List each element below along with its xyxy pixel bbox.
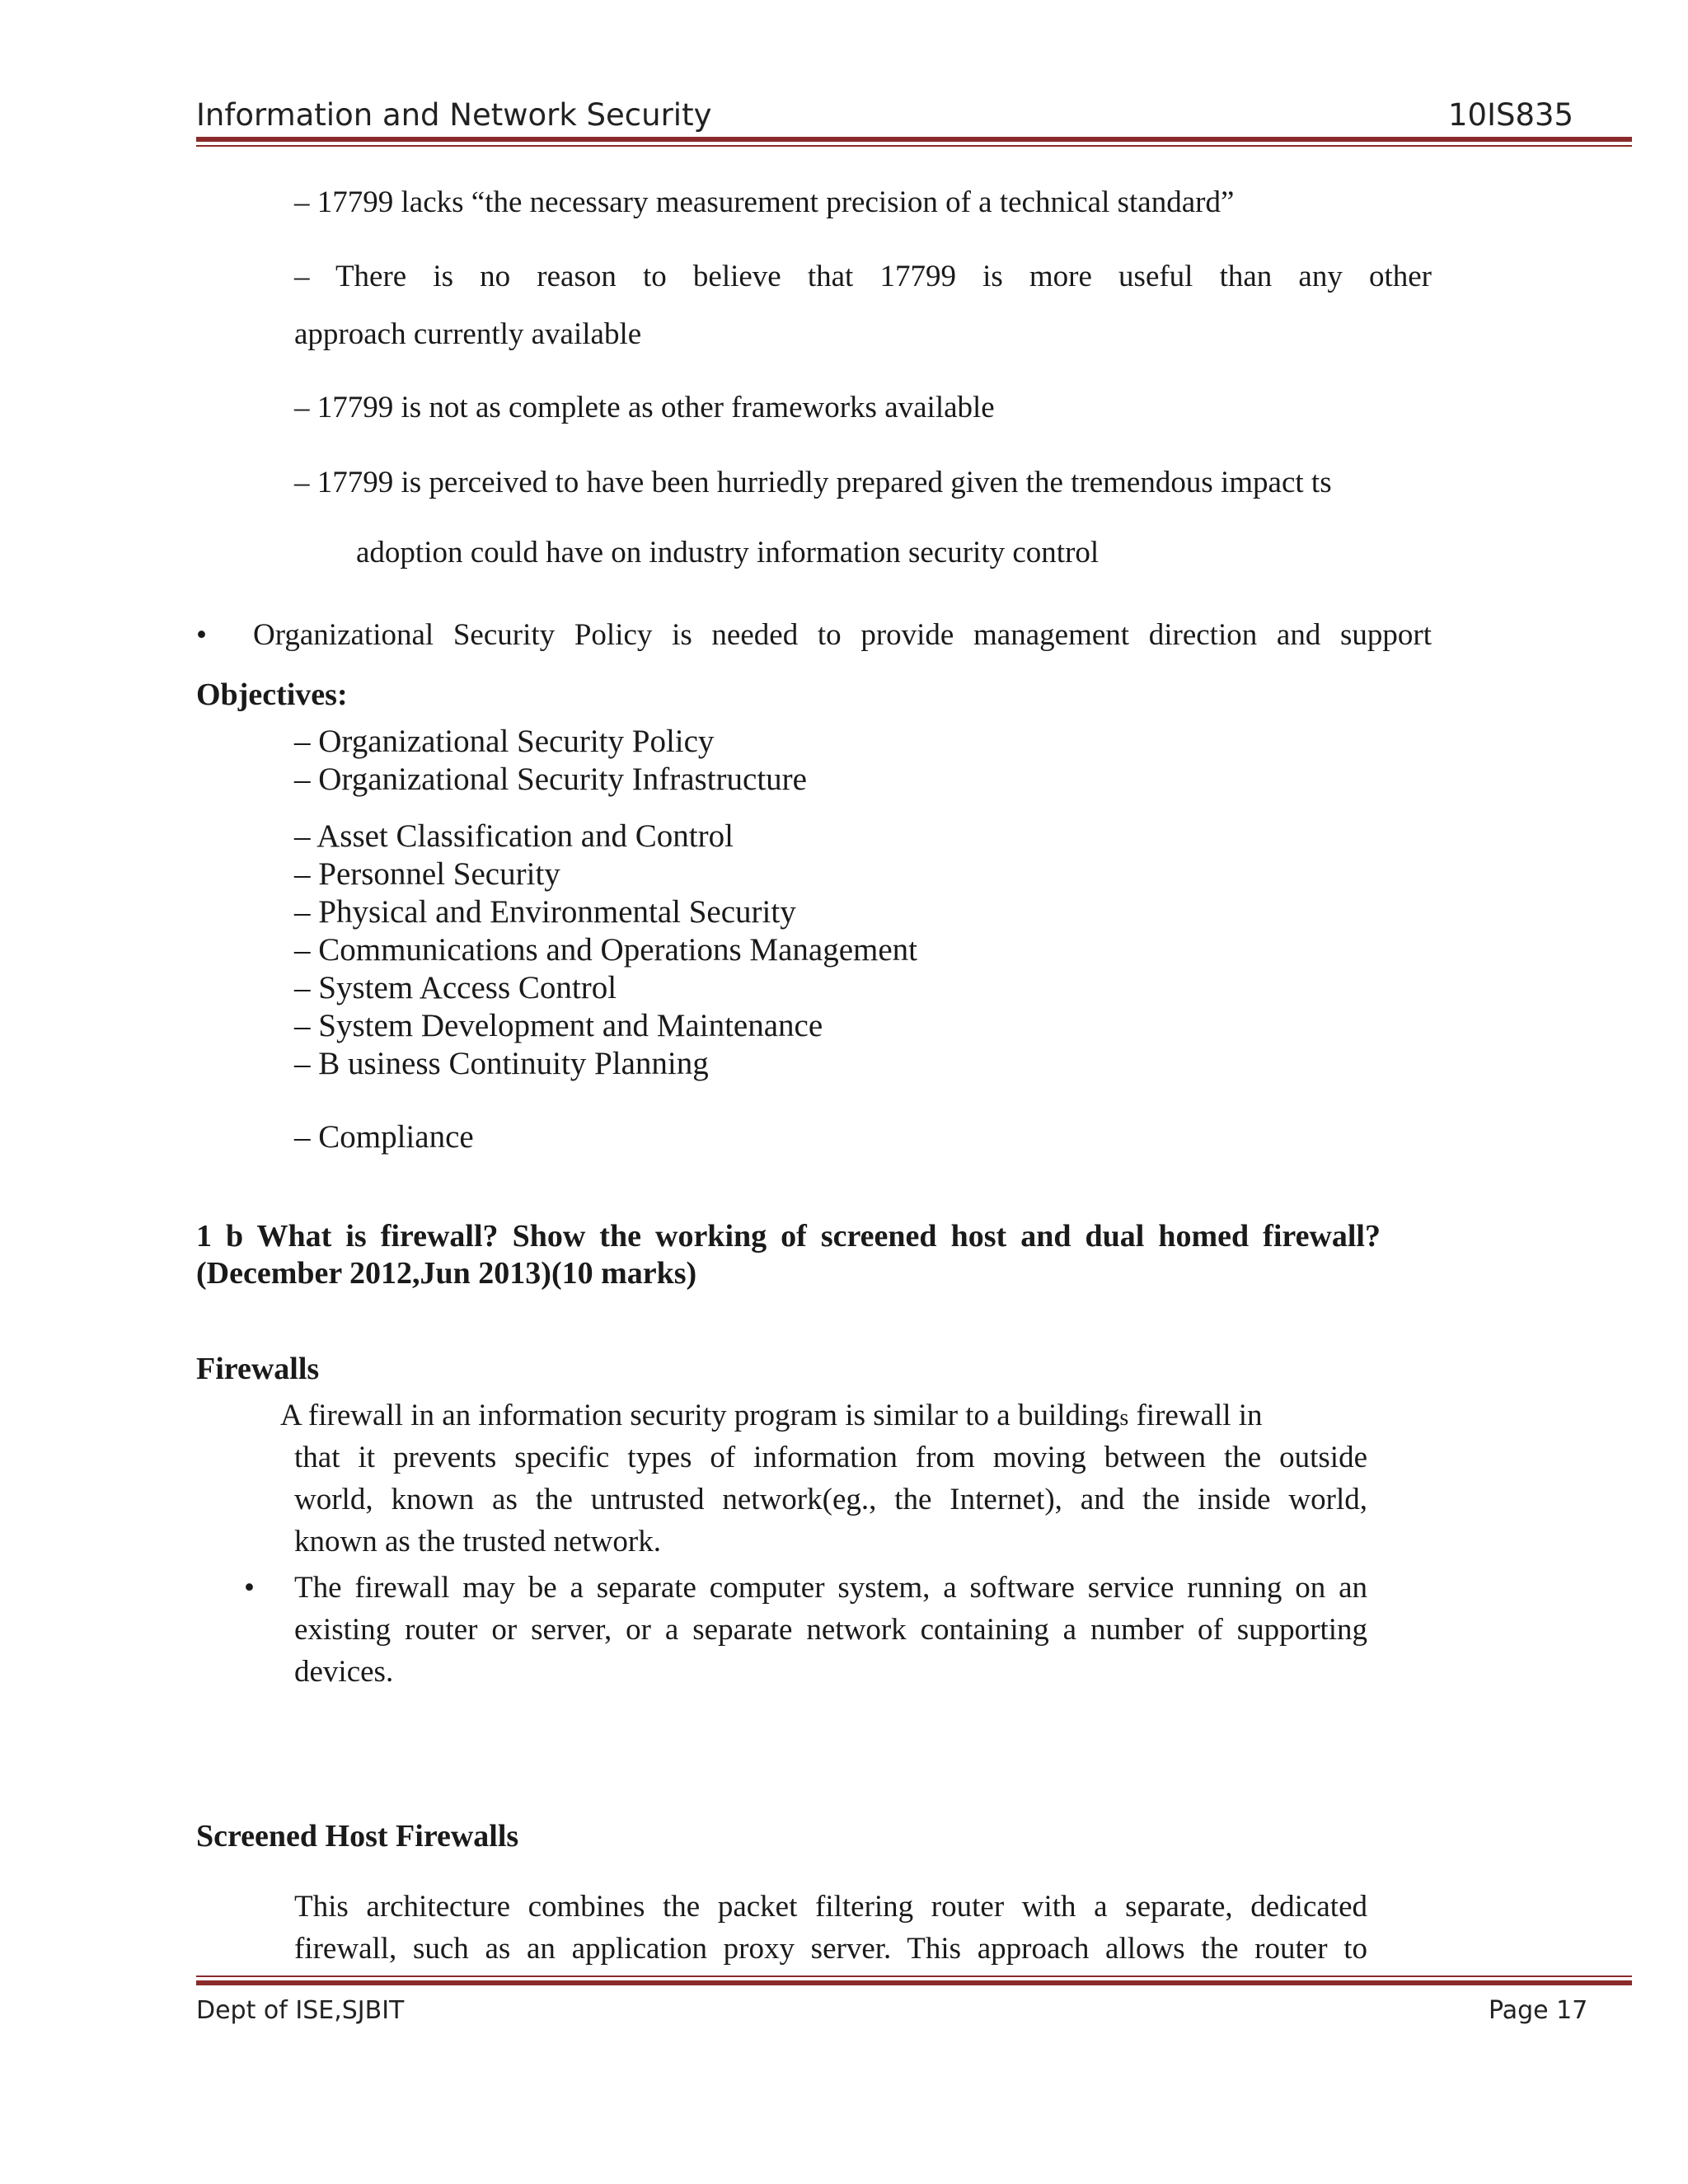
critique-line-2a: – There is no reason to believe that 17799 is more useful than any other [294,260,1432,293]
firewalls-para1-line: that it prevents specific types of information from moving between the outside [294,1441,1367,1474]
objective-item: – Asset Classification and Control [294,818,734,854]
policy-bullet-text: Organizational Security Policy is needed to provide management direction and support [253,618,1432,652]
objective-item: – Personnel Security [294,856,560,892]
footer-rule-thin [196,1975,1632,1977]
firewalls-para1-first-end: firewall in [1128,1399,1263,1432]
objective-item: – Communications and Operations Management [294,932,918,968]
footer-dept: Dept of ISE,SJBIT [196,1996,405,2025]
objective-item: – B usiness Continuity Planning [294,1046,709,1081]
objective-item: – System Development and Maintenance [294,1008,823,1043]
question-line-2: (December 2012,Jun 2013)(10 marks) [196,1256,697,1291]
critique-line-2b: approach currently available [294,317,642,351]
screened-line: firewall, such as an application proxy server. This approach allows the router to [294,1932,1367,1966]
footer-page-number: Page 17 [1489,1996,1588,2025]
critique-line-1: – 17799 lacks “the necessary measurement precision of a technical standard” [294,185,1235,219]
screened-heading: Screened Host Firewalls [196,1819,519,1854]
header-rule [196,137,1632,142]
footer-rule [196,1980,1632,1985]
objective-item: – Organizational Security Policy [294,724,715,759]
objective-item: – Physical and Environmental Security [294,894,796,930]
firewalls-para2-line: The firewall may be a separate computer system, a software service running on an [294,1571,1367,1605]
header-code: 10IS835 [1448,97,1574,133]
firewalls-para1-line: known as the trusted network. [294,1525,661,1558]
firewalls-para1-sub: s [1119,1405,1129,1431]
firewalls-para1-first [280,1397,1263,1437]
header-title: Information and Network Security [196,97,712,133]
critique-line-4a: – 17799 is perceived to have been hurriedly prepared given the tremendous impact ts [294,466,1332,499]
header-rule-thin [196,145,1632,147]
firewalls-para1-first-text: A firewall in an information security program is similar to a building [280,1399,1120,1432]
objectives-heading: Objectives: [196,677,348,712]
objective-item: – Organizational Security Infrastructure [294,762,807,797]
screened-line: This architecture combines the packet filtering router with a separate, dedicated [294,1890,1367,1924]
firewalls-para2-line: existing router or server, or a separate network containing a number of supporting [294,1613,1367,1647]
firewalls-para2-line: devices. [294,1655,394,1689]
objective-item: – Compliance [294,1119,474,1155]
firewalls-heading: Firewalls [196,1352,320,1386]
firewalls-para1-line: world, known as the untrusted network(eg., the Internet), and the inside world, [294,1483,1367,1516]
firewalls-bullet: • [244,1571,255,1605]
critique-line-4b: adoption could have on industry information security control [356,536,1100,569]
objective-item: – System Access Control [294,970,617,1005]
question-line-1: 1 b What is firewall? Show the working of screened host and dual homed firewall? [196,1219,1381,1254]
policy-bullet: • [196,618,207,652]
critique-line-3: – 17799 is not as complete as other frameworks available [294,391,995,424]
